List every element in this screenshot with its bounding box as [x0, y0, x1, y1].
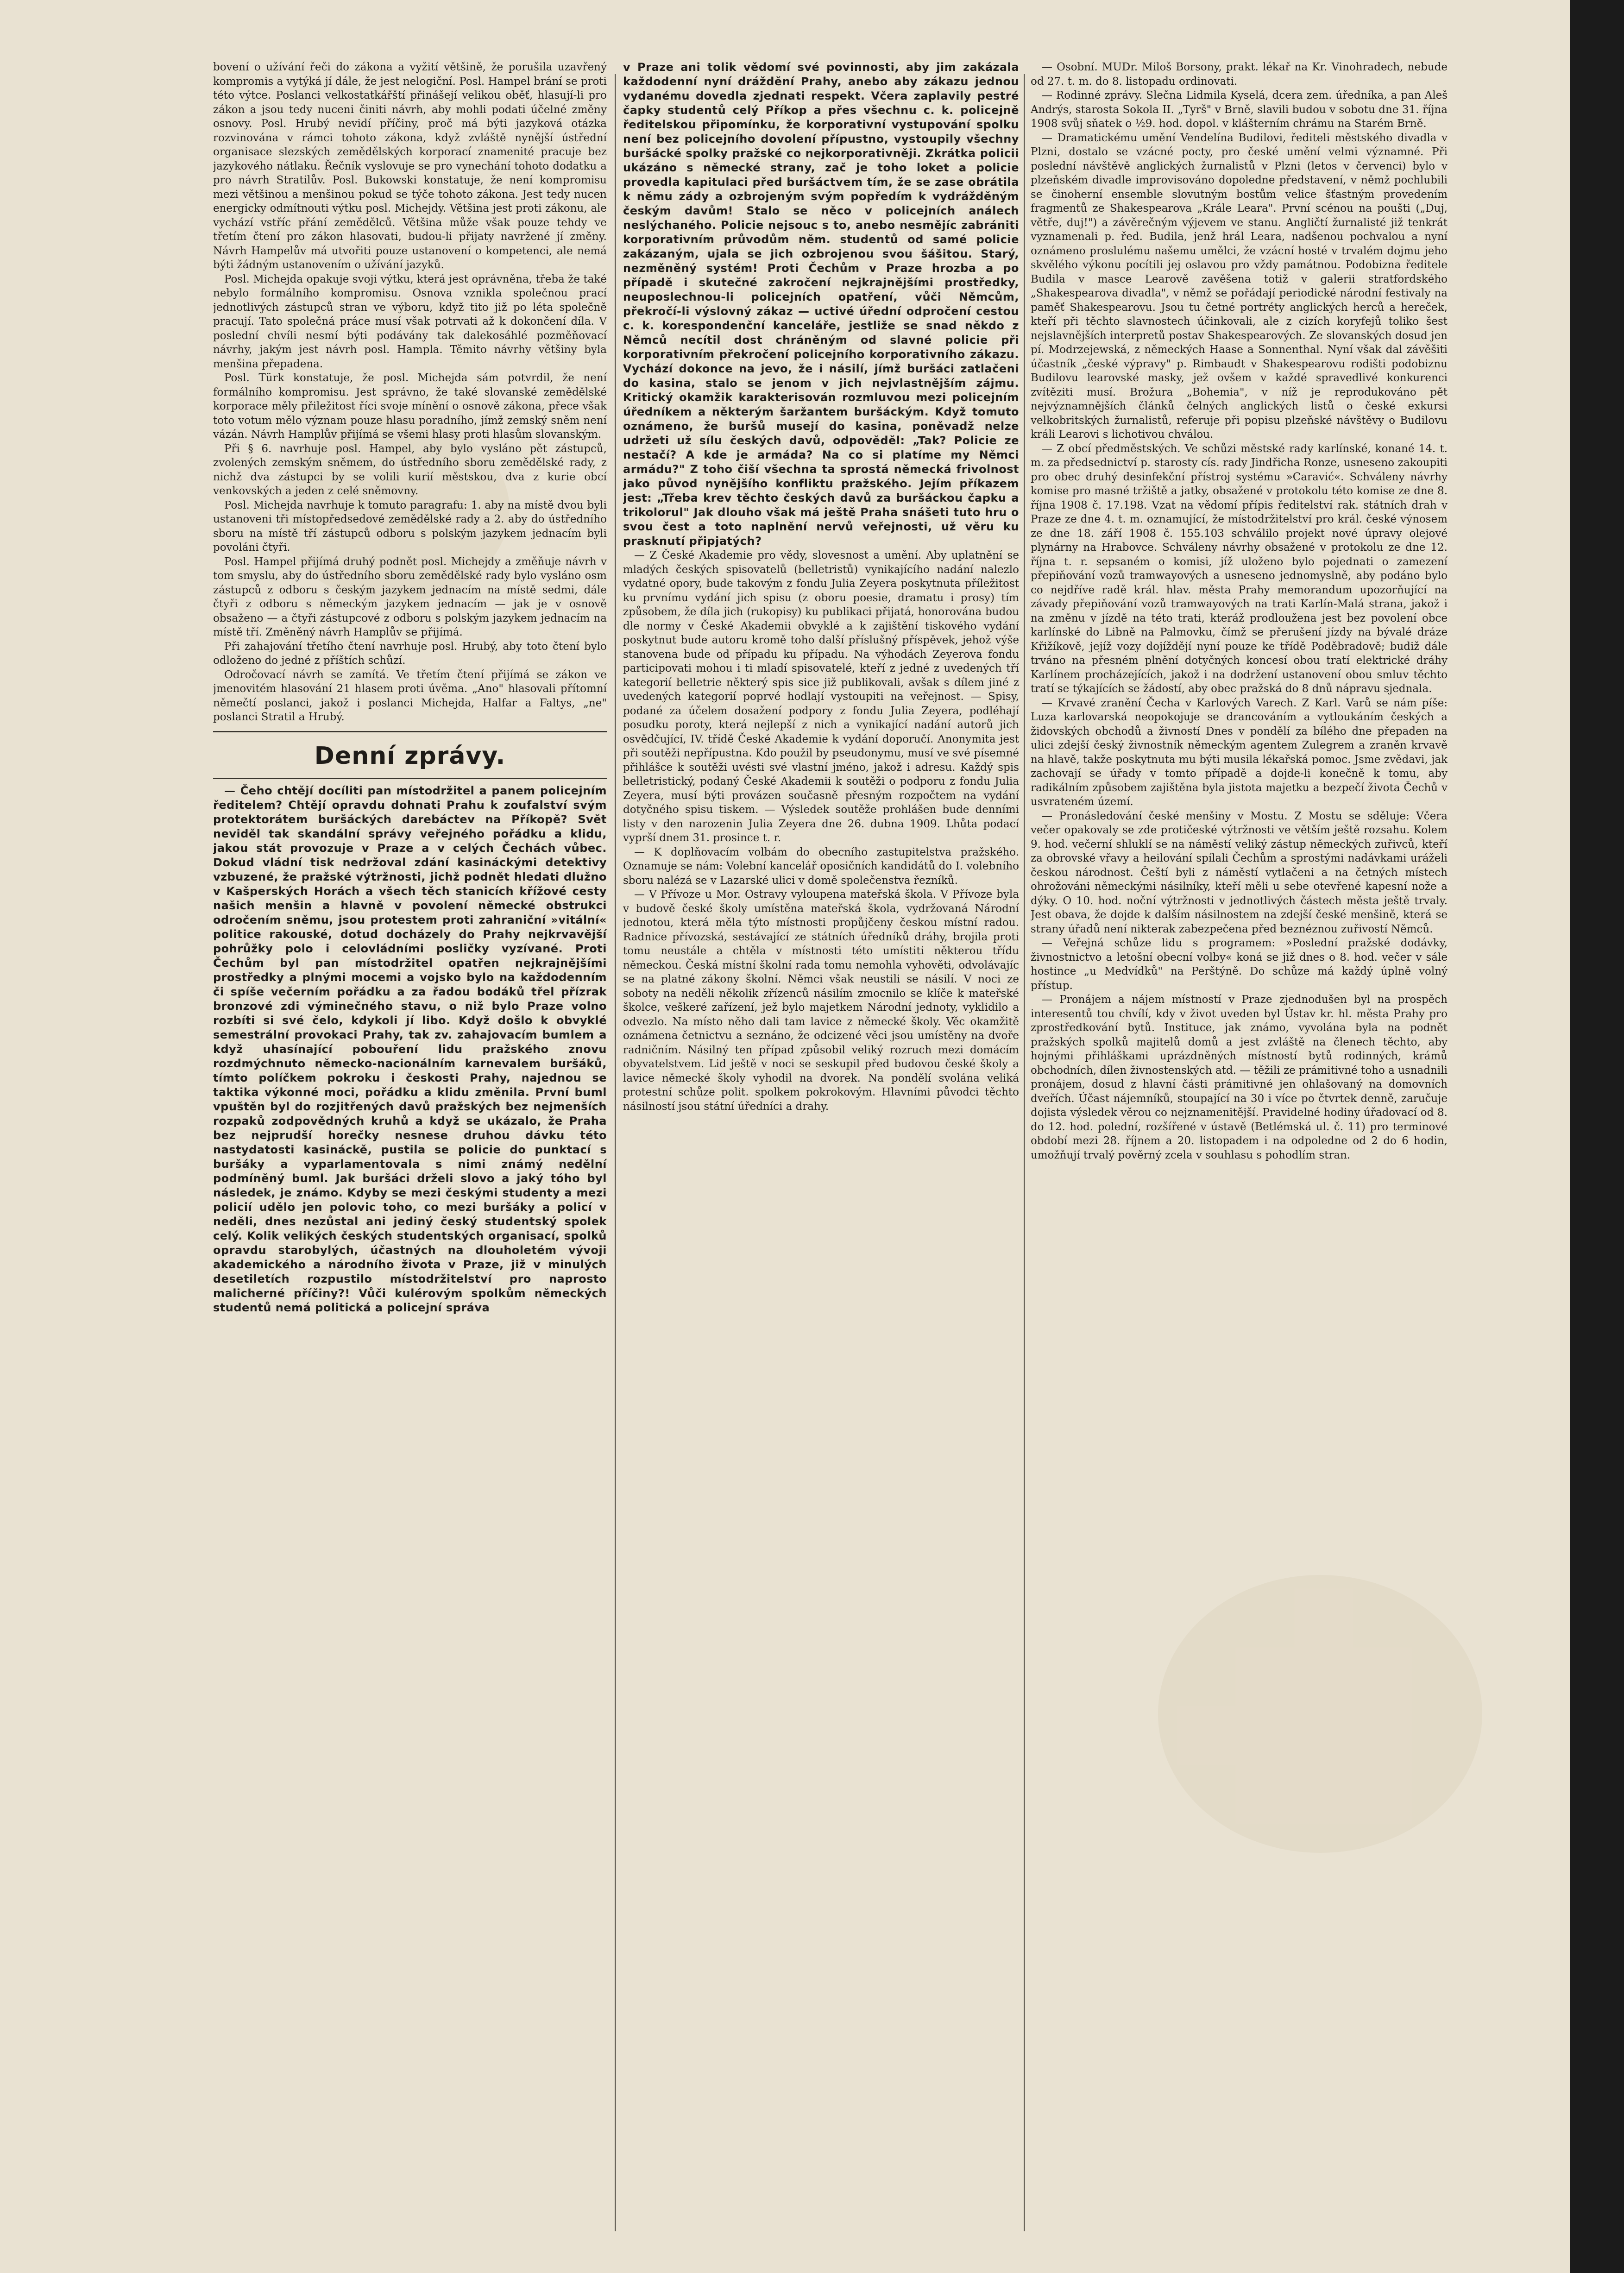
section-divider	[213, 731, 607, 732]
article-paragraph: Při zahajování třetího čtení navrhuje posl. Hrubý, aby toto čtení bylo odloženo do jedné z příštích schůzí.	[213, 640, 607, 667]
article-paragraph: — Krvavé zranění Čecha v Karlových Varech. Z Karl. Varů se nám píše: Luza karlovarská neopokojuje se drancováním a vytloukáním českých a židovských obchodů a živností Dnes v pondělí za bílého dne přepaden na ulici zdejší český živnostník německým agentem Zulegrem a zraněn krvavě na hlavě, takže poskytnuta mu býti musila lékařská pomoc. Jsme zvědavi, jak zachovají se úřady v tomto případě a dojde-li konečně k tomu, aby radikálním způsobem zajištěna byla jistota majetku a bezpečí života Čechů v usvrateném území.	[1031, 697, 1448, 808]
section-heading: Denní zprávy.	[314, 742, 506, 770]
column-right	[1031, 60, 1448, 2245]
article-paragraph: Při § 6. navrhuje posl. Hampel, aby bylo vysláno pět zástupců, zvolených zemským sněmem, do ústředního sboru zemědělské rady, z nichž dva zástupci by se volili kurií městskou, dva z kurie obcí venkovských a jeden z celé sněmovny.	[213, 442, 607, 497]
article-paragraph: — V Přívoze u Mor. Ostravy vyloupena mateřská škola. V Přívoze byla v budově české školy umístěna mateřská škola, vydržovaná Národní jednotou, která měla týto místnosti propůjčeny českou místní radou. Radnice přívozská, sestávající ze státních úředníků dráhy, brojila proti tomu neustále a chtěla v místnosti této umístiti některou třídu německou. Česká místní školní rada tomu nemohla vyhověti, odvolávajíc se na platné zákony školní. Němci však neustili se násilí. V noci ze soboty na neděli několik zřízenců násilím zmocnilo se klíče k mateřské školce, veškeré zařízení, jež bylo majetkem Národní jednoty, vyklidilo a odvezlo. Na místo něho dali tam lavice z německé školy. Věc okamžitě oznámena četnictvu a seznáno, že odcizené věci jsou umístěny na dvoře radničním. Násilný ten případ způsobil veliký rozruch mezi domácím obyvatelstvem. Lid ještě v noci se seskupil před budovou české školy a lavice německé školy vyhodil na dvorek. Na pondělí svolána veliká protestní schůze polit. spolkem pokrokovým. Hlavními původci těchto násilností jsou státní úředníci a drahy.	[623, 888, 1019, 1113]
column-middle	[623, 60, 1019, 2245]
section-divider	[213, 778, 607, 779]
article-paragraph: Posl. Hampel přijímá druhý podnět posl. Michejdy a změňuje návrh v tom smyslu, aby do ústředního sboru zemědělské rady bylo vysláno osm zástupců z odboru s českým jazykem jednacím na místě sedmi, dále čtyři z odboru s německým jazykem jednacím — jak je v osnově obsaženo — a čtyři zástupcové z odboru s polským jazykem jednacím na místě tří. Změněný návrh Hamplův se přijímá.	[213, 555, 607, 638]
article-paragraph: — K doplňovacím volbám do obecního zastupitelstva pražského. Oznamuje se nám: Volební kancelář oposičních kandidátů do I. volebního sboru nalézá se v Lazarské ulici v domě společenstva řezníků.	[623, 846, 1019, 887]
article-paragraph: Posl. Türk konstatuje, že posl. Michejda sám potvrdil, že není formálního kompromisu. Jest správno, že také slovanské zemědělské korporace měly přiležitost říci svoje mínění o osnově zákona, přece však toto votum mělo význam pouze hlasu poradního, jímž zemský sněm není vázán. Návrh Hamplův přijímá se všemi hlasy proti hlasům slovanským.	[213, 372, 607, 441]
article-paragraph: — Čeho chtějí docíliti pan místodržitel a panem policejním ředitelem? Chtějí opravdu dohnati Prahu k zoufalství svým protektorátem buršáckých darebáctev na Příkopě? Svět neviděl tak skandální správy veřejného pořádku a klidu, jakou stát provozuje v Praze a v celých Čechách vůbec. Dokud vládní tisk nedržoval zdání kasináckými detektivy vzbuzené, že pražské výtržnosti, jichž podnět hledati dlužno v Kašperských Horách a všech těch stanicích křížové cesty našich menšin a hlavně v povolení německé obstrukci odročením sněmu, jsou protestem proti zahraniční »vitální« politice rakouské, dotud docházely do Prahy nejkrvavější pohrůžky polo i celovládními posličky vyzívané. Proti Čechům byl pan místodržitel opatřen nejkrajnějšími prostředky a plnými mocemi a vojsko bylo na každodenním či spíše večerním pořádku a za řadou bodáků třel přízrak bronzové zdi výminečného stavu, o niž bylo Praze volno rozbíti si své čelo, kdykoli jí libo. Když došlo k obvyklé semestrální provokaci Prahy, tak zv. zahajovacím bumlem a když uhasínající pobouření lidu pražského znovu rozdmýchnuto německo-nacionálním karnevalem buršáků, tímto políčkem pokroku i českosti Prahy, najednou se taktika výkonné moci, pořádku a klidu změnila. První buml vpuštěn byl do rozjitřených davů pražských bez nejmenších rozpaků zodpovědných kruhů a když se ukázalo, že Praha bez nejprudší horečky nesnese druhou dávku této nastydatosti kasináckě, pustila se policie do punktací s buršáky a vyparlamentovala s nimi známý nedělní podmíněný buml. Jak buršáci drželi slovo a jaký tóho byl následek, je známo. Kdyby se mezi českými studenty a mezi policií udělo jen polovic toho, co mezi buršáky a policí v neděli, dnes nezůstal ani jediný český studentský spolek celý. Kolik velikých českých studentských organisací, spolků opravdu starobylých, účastných na dlouholetém vývoji akademického a národního života v Praze, již v minulých desetiletích rozpustilo místodržitelství pro naprosto malicherné příčiny?! Vůči kulérovým spolkům německých studentů nemá politická a policejní správa	[213, 784, 607, 1314]
article-paragraph: — Z obcí předměstských. Ve schůzi městské rady karlínské, konané 14. t. m. za předsednictví p. starosty cís. rady Jindřicha Ronze, usneseno zakoupiti pro obec druhý desinfekční přístroj systému »Caravić«. Schváleny návrhy komise pro masné tržiště a jatky, obsažené v protokolu této komise ze dne 8. října 1908 č. 17.198. Vzat na vědomí přípis ředitelství rak. státních drah v Praze ze dne 4. t. m. oznamující, že místodržitelství pro král. české výnosem ze dne 18. září 1908 č. 155.103 schválilo projekt nové úpravy olejové plynárny na Hrabovce. Schváleny návrhy obsažené v protokolu ze dne 12. října t. r. sepsaném o komisi, jíž uloženo bylo pojednati o zamezení přepiňování vozů tramwayových a usneseno jednomyslně, aby podáno bylo co nejdříve radě král. hlav. města Prahy memorandum upozorňující na závady přepiňování vozů tramwayových na trati Karlín-Malá strana, jakož i na změnu v jízdě na této trati, kteráž prodloužena jest bez povolení obce karlínské do Libně na Palmovku, čímž se přerušení jízdy na bývalé dráze Křižíkově, jejíž vozy dojíždějí nyní pouze ke třídě Poděbradově; budiž dále trváno na přesném plnění dotyčných koncesí obou tratí elektrické dráhy Karlínem procházejících, jakož i na dodržení ustanovení obou smluv těchto tratí se týkajících se žádostí, aby obec pražská do 8 dnů nápravu sjednala.	[1031, 442, 1448, 695]
article-paragraph: — Pronásledování české menšiny v Mostu. Z Mostu se sděluje: Včera večer opakovaly se zde protičeské výtržnosti ve větším ještě rozsahu. Kolem 9. hod. večerní shluklí se na náměstí veliký zástup německých zuřivců, kteří za obrovské vřavy a heilování spílali Čechům a sprostými nadávkami uráželi českou národnost. Čeští byli z náměstí vytlačeni a na četných místech ohrožováni německými násilníky, kteří měli u sebe otevřené kapesní nože a dýky. O 10. hod. noční výtržnosti v jednotlivých částech města ještě trvaly. Jest obava, že dojde k dalším násilnostem na zdejší české menšině, která se strany úřadů není nikterak zabezpečena před beznéznou zuřivostí Němců.	[1031, 810, 1448, 935]
article-paragraph: — Z České Akademie pro vědy, slovesnost a umění. Aby uplatnění se mladých českých spisovatelů (belletristů) vynikajícího nadání nalezlo vydatné opory, bude takovým z fondu Julia Zeyera poskytnuta příležitost ku prvnímu vydání jich spisu (z oboru poesie, dramatu i prosy) tím způsobem, že díla jich (rukopisy) ku publikaci přijatá, honorována budou dle normy v České Akademii obvyklé a k zajištění tiskového vydání poskytnut bude autoru kromě toho další příslušný příspěvek, jehož výše stanovena bude od případu ku případu. Na výhodách Zeyerova fondu participovati mohou i ti mladí spisovatelé, kteří z jedné z uvedených tří kategorií belletrie některý spis sice již publikovali, avšak s dílem jiné z uvedených kategorií poprvé hodlají vystoupiti na veřejnost. — Spisy, podané za účelem dosažení podpory z fondu Julia Zeyera, podléhají posudku poroty, která nejlepší z nich a vynikající nadání autorů jich osvědčující, IV. třídě České Akademie k vydání doporučí. Anonymita jest při soutěži nepřípustna. Kdo použil by pseudonymu, musí ve své písemné přihlášce k soutěži uvésti své vlastní jméno, jakož i adresu. Každý spis belletristický, podaný České Akademii k soutěži o podporu z fondu Julia Zeyera, musí býti provázen současně přesným rozpočtem na vydání dotyčného spisu tiskem. — Výsledek soutěže prohlášen bude denními listy v den narozenin Julia Zeyera dne 26. dubna 1909. Lhůta podací vyprší dnem 31. prosince t. r.	[623, 549, 1019, 844]
column-left	[213, 60, 607, 2245]
article-paragraph: bovení o užívání řeči do zákona a vyžití většině, že porušila uzavřený kompromis a vytýká jí dále, že jest nelogiční. Posl. Hampel brání se proti této výtce. Poslanci velkostatkářští přinášejí velikou oběť, hlasují-li pro zákon a jsou tedy nuceni činiti návrh, aby mohli podati účelné změny osnovy. Posl. Hrubý nevidí příčiny, proč má býti jazyková otázka rozvinována v rámci tohoto zákona, když zvláště nynější ústřední organisace slezských zemědělských korporací znamenité pracuje bez jazykového nátlaku. Řečník vyslovuje se pro vynechání tohoto dodatku a pro návrh Stratilův. Posl. Bukowski konstatuje, že není kompromisu mezi většinou a menšinou pokud se týče tohoto zákona. Jest tedy nucen energicky odmítnouti výtku posl. Michejdy. Většina jest proti zákonu, ale vychází vstříc přání zemědělců. Většina může však pouze tehdy ve třetím čtení pro zákon hlasovati, budou-li přijaty navržené jí změny. Návrh Hampelův má utvořiti pouze ustanovení o kompetenci, ale nemá býti žádným ustanovením o užívání jazyků.	[213, 61, 607, 271]
article-paragraph: — Dramatickému umění Vendelína Budilovi, řediteli městského divadla v Plzni, dostalo se vzácné pocty, pro české umění velmi významné. Při poslední návštěvě anglických žurnalistů v Plzni (letos v červenci) bylo v plzeňském divadle improvisováno dopoledne představení, v němž pochlubili se činoherní ensemble slovutným bostům velice šťastným provedením fragmentů ze Shakespearova „Krále Leara". První scénou na poušti („Duj, větře, duj!") a závěrečným výjevem ve stanu. Angličtí žurnalisté již tenkrát vyznamenali p. řed. Budila, jenž hrál Leara, nadšenou pochvalou a nyní oznámeno proslulému našemu umělci, že vzácní hosté v trvalém dojmu jeho skvělého výkonu pocítili jej oslavou pro vždy památnou. Podobizna ředitele Budila v masce Learově zavěšena totiž v galerii stratfordského „Shakespearova divadla", v němž se pořádají periodické národní festivaly na paměť Shakespearovu. Jsou tu četné portréty anglických herců a hereček, kteří při těchto slavnostech účinkovali, ale z cizích koryfejů toliko šest nejslavnějších interpretů postav Shakespearových. Ze slovanských dosud jen pí. Modrzejewská, z německých Haase a Sonnenthal. Nyní však dal závěšiti účastník „české výpravy" p. Rimbaudt v Shakespearovu rodišti podobiznu Budilovu learovské masky, jež ovšem v každé spravedlivé konkurenci zvítěziti musí. Brožura „Bohemia", v níž je reprodukováno pět nejvýznamnějších článků čelných anglických listů o české exkursi velkobritských žurnalistů, referuje při popisu plzeňské návštěvy o Budilovu králi Learovi s lichotivou chválou.	[1031, 132, 1448, 441]
article-paragraph: — Pronájem a nájem místností v Praze zjednodušen byl na prospěch interesentů tou chvílí, kdy v život uveden byl Ústav kr. hl. města Prahy pro zprostředkování bytů. Instituce, jak známo, vyvolána byla na podnět pražských spolků majitelů domů a jest zvláště na členech těchto, aby hojnými přihláškami uprázdněných místností bytů rodinných, krámů obchodních, dílen živnostenských atd. — těžili ze prámitivné toho a usnadnili pronájem, dosud z hlavní části prámitivné jen ohlašovaný na domovních dveřích. Účast nájemníků, stoupající na 30 i více po čtvrtek denně, zaručuje dojista výsledek věrou co nejznamenitější. Pravidelné hodiny úřadovací od 8. do 12. hod. polední, rozšířené v ústavě (Betlémská ul. č. 11) pro terminové období mezi 28. říjnem a 20. listopadem i na odpoledne od 2 do 6 hodin, umožňují trvalý pověrný zcela v souhlasu s pohodlím stran.	[1031, 994, 1448, 1161]
article-paragraph: — Veřejná schůze lidu s programem: »Poslední pražské dodávky, živnostnictvo a letošní obecní volby« koná se již dnes o 8. hod. večer v sále hostince „u Medvídků" na Perštýně. Do schůze má každý úplně volný přístup.	[1031, 937, 1448, 992]
article-paragraph: Posl. Michejda opakuje svoji výtku, která jest oprávněna, třeba že také nebylo formálního kompromisu. Osnova vznikla společnou prací jednotlivých zástupců stran ve výboru, když tito již po léta společně pracují. Tato společná práce musí však potrvati až k dokončení díla. V poslední chvíli nesmí býti podávány tak dalekosáhlé pozměňovací návrhy, jakým jest návrh posl. Hampla. Těmito návrhy většiny byla menšina přepadena.	[213, 273, 607, 370]
article-paragraph: — Rodinné zprávy. Slečna Lidmila Kyselá, dcera zem. úředníka, a pan Aleš Andrýs, starosta Sokola II. „Tyrš" v Brně, slavili budou v sobotu dne 31. října 1908 svůj sňatek o ½9. hod. dopol. v klášterním chrámu na Starém Brně.	[1031, 89, 1448, 130]
column-rule	[1024, 74, 1025, 2231]
article-paragraph: v Praze ani tolik vědomí své povinnosti, aby jim zakázala každodenní nyní dráždění Prahy, anebo aby zákazu jednou vydanému dovedla zjednati respekt. Včera zaplavily pestré čapky studentů celý Příkop a přes všechnu c. k. policejně ředitelskou připomínku, že korporativní vystupování spolku není bez policejního dovolení přípustno, vystoupily všechny buršácké spolky pražské co nejkorporativněji. Zkrátka policii ukázáno s německé strany, zač je toho loket a policie provedla kapitulaci před buršáctvem tím, že se zase obrátila k němu zády a ozbrojeným svým popředím k vydrážděným českým davům! Stalo se něco v policejních análech neslýchaného. Policie nejsouc s to, anebo nesmějíc zabrániti korporativním průvodům něm. studentů od samé policie zakázaným, ujala se jich ozbrojenou svou šášitou. Starý, nezměněný systém! Proti Čechům v Praze hrozba a po případě i skutečné zakročení nejkrajnějšími prostředky, neuposlechnou-li policejních opatření, vůči Němcům, překročí-li výslovný zákaz — uctivé úřední odpročení cestou c. k. korespondenční kanceláře, jestliže se snad někdo z Němců necítil dost chráněným od slavné policie při korporativním překročení policejního korporativního zákazu. Vychází dokonce na jevo, že i násilí, jímž buršáci zatlačeni do kasina, stalo se jenom v jich nejvlastnějším zájmu. Kritický okamžik karakterisován rozmluvou mezi policejním úředníkem a některým šaržantem buršáckým. Když tomuto oznámeno, že buršů musejí do kasina, poněvadž nelze udržeti už sílu českých davů, odpověděl: „Tak? Policie ze nestačí? A kde je armáda? Na co si platíme my Němci armádu?" Z toho čiší všechna ta sprostá německá frivolnost jako původ nynějšího konfliktu pražského. Jejím příkazem jest: „Třeba krev těchto českých davů za buršáckou čapku a trikolorul" Jak dlouho však má ještě Praha snášeti tuto hru o svou čest a toto naplnění nervů veřejnosti, už věru ku prasknutí připjatých?	[623, 61, 1019, 548]
article-paragraph: Posl. Michejda navrhuje k tomuto paragrafu: 1. aby na místě dvou byli ustanoveni tři místopředsedové zemědělské rady a 2. aby do ústředního sboru na místě tří zástupců odboru s polským jazykem jednacím byli povoláni čtyři.	[213, 499, 607, 554]
column-rule	[615, 74, 616, 2231]
article-paragraph: — Osobní. MUDr. Miloš Borsony, prakt. lékař na Kr. Vinohradech, nebude od 27. t. m. do 8. listopadu ordinovati.	[1031, 61, 1448, 88]
scan-edge	[1570, 0, 1624, 2273]
article-paragraph: Odročovací návrh se zamítá. Ve třetím čtení přijímá se zákon ve jmenovitém hlasování 21 hlasem proti úvěma. „Ano" hlasovali přítomní němečtí poslanci, jakož i poslanci Michejda, Halfar a Faltys, „ne" poslanci Stratil a Hrubý.	[213, 668, 607, 723]
